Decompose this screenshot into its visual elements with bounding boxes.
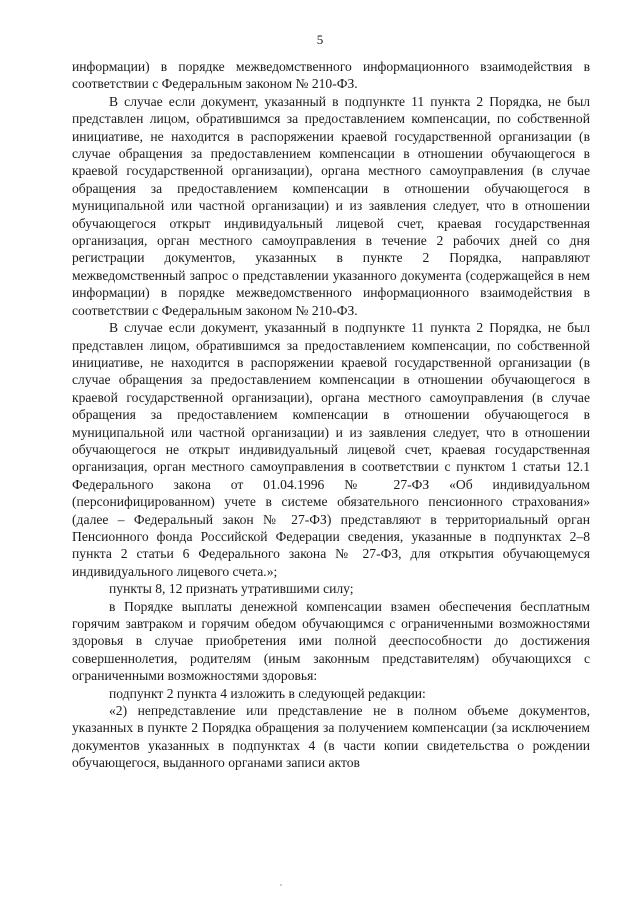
paragraph-repealed-items: пункты 8, 12 признать утратившими силу; xyxy=(109,581,354,597)
paragraph-continuation: информации) в порядке межведомственного информационного взаимодействия в соответствии с Федеральным законом № 210-ФЗ. xyxy=(72,59,590,92)
paragraph-subitem-2: «2) непредставление или представление не в полном объеме документов, указанных в пункте 2 Порядка обращения за получением компенсации (за исключением документов указанных в подпунктах 4 (в части копии свидетельства о рождении обучающегося, выданного органами записи актов xyxy=(72,703,590,771)
paragraph-new-wording: подпункт 2 пункта 4 изложить в следующей редакции: xyxy=(109,685,426,701)
paragraph-compensation-procedure: в Порядке выплаты денежной компенсации взамен обеспечения бесплатным горячим завтраком и горячим обедом обучающимся с ограниченными возможностями здоровья в случае приобретения ими полной дееспособности до достижения совершеннолетия, родителям (иным законным представителям) обучающихся с ограниченными возможностями здоровья: xyxy=(72,598,590,684)
page-number: 5 xyxy=(316,32,324,47)
paragraph-individual-account-not-opened: В случае если документ, указанный в подпункте 11 пункта 2 Порядка, не был представлен лицом, обратившимся за предоставлением компенсации, по собственной инициативе, не находится в распоряжении краевой государственной организации (в случае обращения за предоставлением компенсации в отношении обучающегося в краевой государственной организации), органа местного самоуправления (в случае обращения за предоставлением компенсации в отношении обучающегося в муниципальной или частной организации) и из заявления следует, что в отношении обучающегося не открыт индивидуальный лицевой счет, краевая государственная организация, орган местного самоуправления в соответствии с пунктом 1 статьи 12.1 Федерального закона от 01.04.1996 № 27-ФЗ «Об индивидуальном (персонифицированном) учете в системе обязательного пенсионного страхования» (далее – Федеральный закон № 27-ФЗ) представляют в территориальный орган Пенсионного фонда Российской Федерации сведения, указанные в подпунктах 2–8 пункта 2 статьи 6 Федерального закона № 27-ФЗ, для открытия обучающемуся индивидуального лицевого счета.»; xyxy=(72,320,590,579)
paragraph-individual-account-opened: В случае если документ, указанный в подпункте 11 пункта 2 Порядка, не был представлен лицом, обратившимся за предоставлением компенсации, по собственной инициативе, не находится в распоряжении краевой государственной организации (в случае обращения за предоставлением компенсации в отношении обучающегося в краевой государственной организации), органа местного самоуправления (в случае обращения за предоставлением компенсации в отношении обучающегося в муниципальной или частной организации) и из заявления следует, что в отношении обучающегося открыт индивидуальный лицевой счет, краевая государственная организация, орган местного самоуправления в течение 2 рабочих дней со дня регистрации документов, указанных в пункте 2 Порядка, направляют межведомственный запрос о представлении указанного документа (содержащейся в нем информации) в порядке межведомственного информационного взаимодействия в соответствии с Федеральным законом № 210-ФЗ. xyxy=(72,93,590,318)
scan-speck xyxy=(280,884,282,886)
document-body xyxy=(72,58,590,772)
